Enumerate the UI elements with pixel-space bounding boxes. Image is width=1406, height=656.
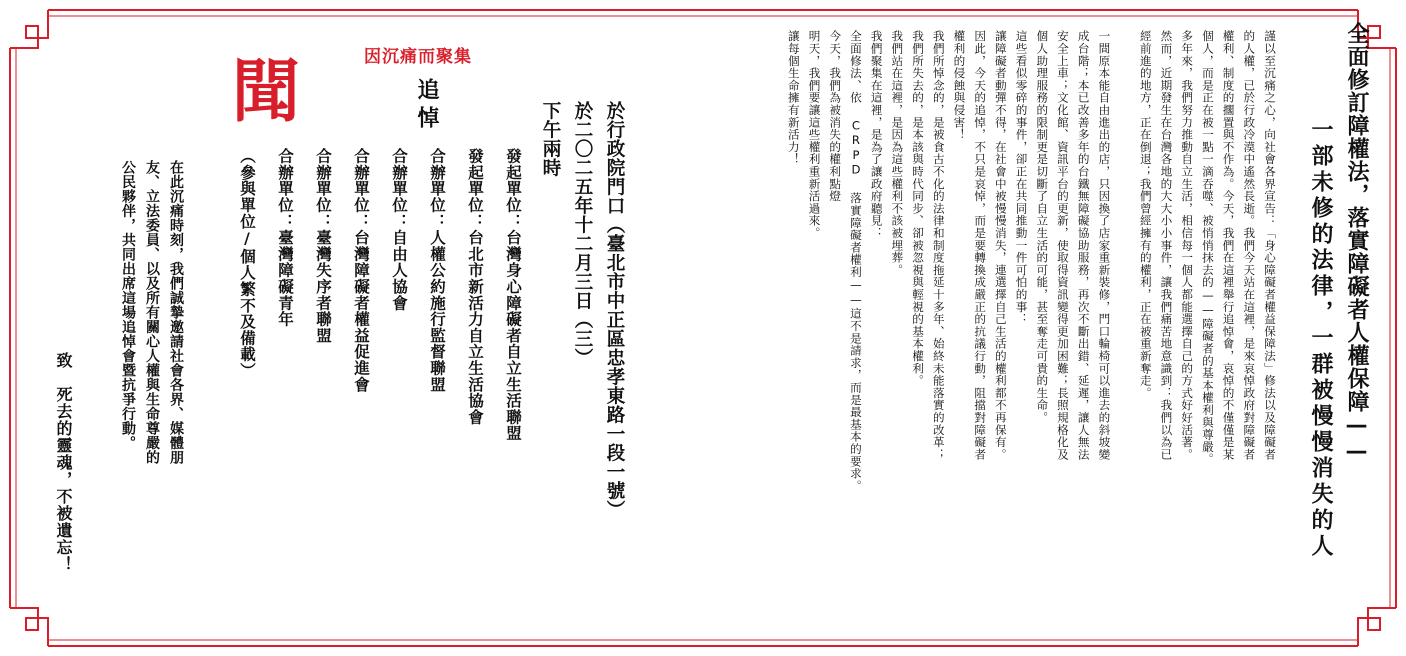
- statement-line: 這些看似零碎的事件，卻正在共同推動一件可怕的事：: [1014, 30, 1029, 326]
- wen-stamp-character: 聞: [232, 52, 301, 132]
- event-place: 於行政院門口（臺北市中正區忠孝東路一段一號）: [604, 101, 625, 519]
- event-info: [534, 58, 662, 618]
- statement-line: 我們聚集在這裡，是為了讓政府聽見：: [869, 30, 884, 240]
- statement-line: 明天，我們要讓這些權利重新活過來。: [807, 30, 822, 240]
- invitation-line: 公民夥伴，共同出席這場追悼會暨抗爭行動。: [120, 160, 136, 450]
- statement-line: 權利、制度的擱置與不作為。今天，我們在這裡舉行追悼會，哀悼的不僅僅是某: [1221, 30, 1236, 461]
- statement-line: 多年來，我們努力推動自立生活，相信每一個人都能選擇自己的方式好好活著。: [1180, 30, 1195, 461]
- title-line-1: 全面修訂障權法，落實障礙者人權保障——: [1344, 22, 1369, 465]
- statement-line: 讓障礙者動彈不得，在社會中被慢慢消失，連選擇自己生活的權利都不再保有。: [993, 30, 1008, 461]
- organizers-list: [228, 148, 532, 618]
- organizer-line: 合辦單位：台灣障礙者權益促進會: [352, 148, 370, 393]
- statement-line: 今天，我們為被消失的權利點燈: [828, 30, 843, 203]
- title-line-2: 一部未修的法律，一群被慢慢消失的人: [1308, 118, 1333, 560]
- event-time: 下午兩時: [540, 101, 561, 177]
- invitation-line: 在此沉痛時刻，我們誠摯邀請社會各界、媒體朋: [168, 160, 184, 465]
- statement-line: 然而，近期發生在台灣各地的大大小小事件，讓我們痛苦地意識到：我們以為已: [1159, 30, 1174, 461]
- statement-line: 全面修法、依 CRPD 落實障礙者權利——這不是請求，而是最基本的要求。: [848, 30, 863, 492]
- statement-body: [783, 30, 1280, 620]
- closing-line: [46, 352, 80, 632]
- organizer-line: 合辦單位：人權公約施行監督聯盟: [428, 148, 446, 393]
- statement-line: [1114, 30, 1135, 620]
- organizer-line: 合辦單位：自由人協會: [390, 148, 408, 311]
- statement-line: 個人助理服務的限制更是切斷了自立生活的可能，甚至奪走可貴的生命。: [1035, 30, 1050, 424]
- organizer-line: 合辦單位：臺灣失序者聯盟: [314, 148, 332, 344]
- closing-text: 致 死去的靈魂，不被遺忘！: [54, 352, 73, 573]
- organizer-line: （參與單位/個人繁不及備載）: [238, 148, 256, 379]
- statement-line: 讓每個生命擁有新活力！: [786, 30, 801, 166]
- organizer-line: 合辦單位：臺灣障礙青年: [276, 148, 294, 328]
- invitation-text: [116, 160, 188, 620]
- event-date: 於二〇二五年十二月三日（三）: [572, 101, 593, 367]
- statement-line: 的人權，已於行政冷漠中遙然長逝。我們今天站在這裡，是來哀悼政府對障礙者: [1242, 30, 1257, 461]
- statement-line: 因此，今天的追悼，不只是哀悼，而是要轉換成嚴正的抗議行動，阻擋對障礙者: [973, 30, 988, 461]
- organizer-line: 發起單位：台灣身心障礙者自立生活聯盟: [504, 148, 522, 442]
- statement-line: 個人，而是正在被一點一滴吞噬、被悄悄抹去的——障礙者的基本權利與尊嚴。: [1200, 30, 1215, 466]
- statement-line: 我們所悼念的，是被食古不化的法律和制度拖延十多年、始終未能落實的改革；: [931, 30, 946, 461]
- organizer-line: 發起單位：台北市新活力自立生活協會: [466, 148, 484, 426]
- statement-line: 安全上車；文化館、資訊平台的更新，使取得資訊變得更加困難；長照規格化及: [1055, 30, 1070, 461]
- statement-line: 我們所失去的，是本該與時代同步、卻被忽視與輕視的基本權利。: [911, 30, 926, 387]
- statement-line: 經前進的地方，正在倒退；我們曾經擁有的權利，正在被重新奪走。: [1138, 30, 1153, 399]
- statement-line: 成台階；本已改善多年的台鐵無障礙協助服務，再次不斷出錯、延遲，讓人無法: [1076, 30, 1091, 461]
- stamp-tagline: 因沉痛而聚集: [364, 47, 472, 67]
- statement-line: 一間原本能自由進出的店，只因換了店家重新裝修，門口輪椅可以進去的斜坡變: [1097, 30, 1112, 461]
- statement-line: 謹以至沉痛之心，向社會各界宣告：「身心障礙者權益保障法」修法以及障礙者: [1263, 30, 1277, 461]
- invitation-line: 友、立法委員、以及所有關心人權與生命尊嚴的: [144, 160, 160, 465]
- statement-line: 權利的侵蝕與侵害！: [952, 30, 967, 141]
- statement-line: 我們站在這裡，是因為這些權利不該被埋葬。: [890, 30, 905, 276]
- memorial-heading: 追悼: [414, 78, 439, 134]
